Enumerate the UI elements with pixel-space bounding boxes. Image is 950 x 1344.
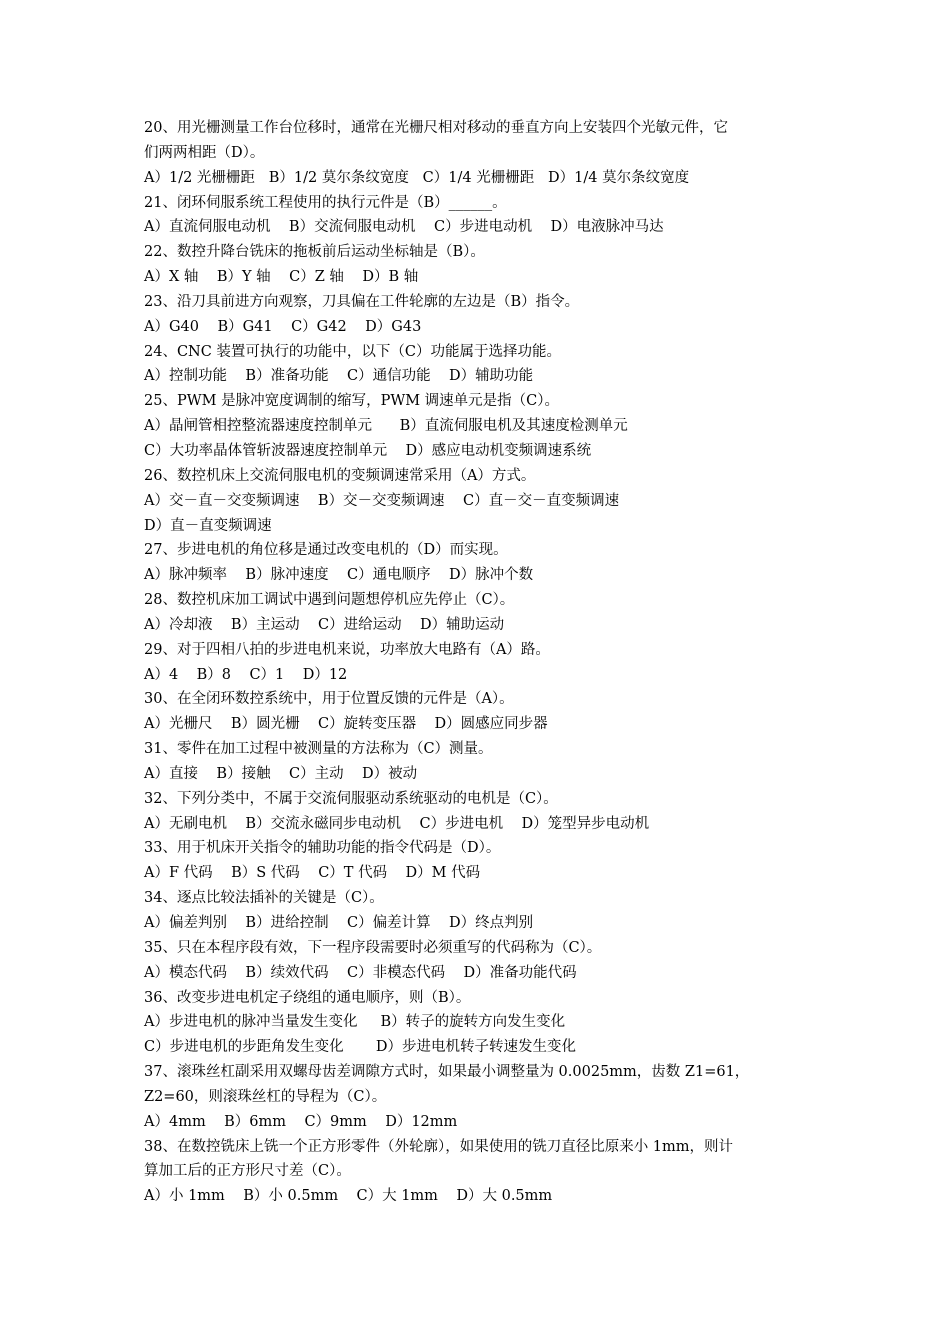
- text-line: 23、沿刀具前进方向观察，刀具偏在工件轮廓的左边是（B）指令。: [144, 293, 580, 310]
- text-line: 28、数控机床加工调试中遇到问题想停机应先停止（C）。: [144, 592, 515, 609]
- text-line: A）交－直－交变频调速 B）交－交变频调速 C）直－交－直变频调速: [144, 492, 620, 509]
- text-line: 36、改变步进电机定子绕组的通电顺序，则（B）。: [144, 989, 471, 1006]
- text-line: A）4mm B）6mm C）9mm D）12mm: [144, 1113, 458, 1130]
- text-line: 35、只在本程序段有效，下一程序段需要时必须重写的代码称为（C）。: [144, 939, 602, 956]
- text-line: C）步进电机的步距角发生变化 D）步进电机转子转速发生变化: [144, 1039, 576, 1056]
- text-line: C）大功率晶体管斩波器速度控制单元 D）感应电动机变频调速系统: [144, 442, 592, 459]
- text-line: 算加工后的正方形尺寸差（C）。: [144, 1163, 351, 1180]
- text-line: A）步进电机的脉冲当量发生变化 B）转子的旋转方向发生变化: [144, 1014, 566, 1031]
- text-line: 24、CNC 装置可执行的功能中，以下（C）功能属于选择功能。: [144, 343, 562, 360]
- text-line: 33、用于机床开关指令的辅助功能的指令代码是（D）。: [144, 840, 501, 857]
- text-line: 34、逐点比较法插补的关键是（C）。: [144, 890, 384, 907]
- text-line: 21、闭环伺服系统工程使用的执行元件是（B）______。: [144, 194, 507, 211]
- text-line: 30、在全闭环数控系统中，用于位置反馈的元件是（A）。: [144, 691, 514, 708]
- text-line: A）直流伺服电动机 B）交流伺服电动机 C）步进电动机 D）电液脉冲马达: [144, 219, 664, 236]
- text-line: A）光栅尺 B）圆光栅 C）旋转变压器 D）圆感应同步器: [144, 716, 548, 733]
- text-line: 20、用光栅测量工作台位移时，通常在光栅尺相对移动的垂直方向上安装四个光敏元件，它: [144, 120, 728, 136]
- text-line: Z2=60，则滚珠丝杠的导程为（C）。: [144, 1088, 387, 1105]
- text-line: 25、PWM 是脉冲宽度调制的缩写，PWM 调速单元是指（C）。: [144, 393, 560, 410]
- text-line: A）无刷电机 B）交流永磁同步电动机 C）步进电机 D）笼型异步电动机: [144, 815, 650, 832]
- text-line: A）晶闸管相控整流器速度控制单元 B）直流伺服电机及其速度检测单元: [144, 418, 628, 435]
- text-line: A）1/2 光栅栅距 B）1/2 莫尔条纹宽度 C）1/4 光栅栅距 D）1/4 莫尔条纹宽度: [144, 169, 690, 186]
- text-line: 38、在数控铣床上铣一个正方形零件（外轮廓），如果使用的铣刀直径比原来小 1mm，则计: [144, 1138, 734, 1155]
- text-line: A）冷却液 B）主运动 C）进给运动 D）辅助运动: [144, 616, 505, 633]
- text-line: A）小 1mm B）小 0.5mm C）大 1mm D）大 0.5mm: [144, 1188, 553, 1205]
- text-line: A）F 代码 B）S 代码 C）T 代码 D）M 代码: [144, 865, 481, 882]
- text-line: 27、步进电机的角位移是通过改变电机的（D）而实现。: [144, 542, 508, 559]
- text-line: 们两两相距（D）。: [144, 144, 265, 161]
- text-line: A）脉冲频率 B）脉冲速度 C）通电顺序 D）脉冲个数: [144, 567, 534, 584]
- text-line: 31、零件在加工过程中被测量的方法称为（C）测量。: [144, 741, 493, 758]
- text-line: A）4 B）8 C）1 D）12: [144, 666, 348, 683]
- question-text-block: [144, 116, 816, 1209]
- text-line: A）直接 B）接触 C）主动 D）被动: [144, 765, 418, 782]
- text-line: A）偏差判别 B）进给控制 C）偏差计算 D）终点判别: [144, 915, 534, 931]
- text-line: D）直－直变频调速: [144, 517, 272, 534]
- text-line: A）X 轴 B）Y 轴 C）Z 轴 D）B 轴: [144, 269, 419, 286]
- text-line: 26、数控机床上交流伺服电机的变频调速常采用（A）方式。: [144, 467, 536, 484]
- text-line: 22、数控升降台铣床的拖板前后运动坐标轴是（B）。: [144, 244, 485, 261]
- text-line: A）G40 B）G41 C）G42 D）G43: [144, 318, 422, 335]
- text-line: 29、对于四相八拍的步进电机来说，功率放大电路有（A）路。: [144, 641, 550, 658]
- text-line: 32、下列分类中，不属于交流伺服驱动系统驱动的电机是（C）。: [144, 790, 558, 807]
- text-line: 37、滚珠丝杠副采用双螺母齿差调隙方式时，如果最小调整量为 0.0025mm，齿数 Z1=61，: [144, 1064, 750, 1081]
- text-line: A）控制功能 B）准备功能 C）通信功能 D）辅助功能: [144, 368, 534, 385]
- text-line: A）模态代码 B）续效代码 C）非模态代码 D）准备功能代码: [144, 964, 577, 981]
